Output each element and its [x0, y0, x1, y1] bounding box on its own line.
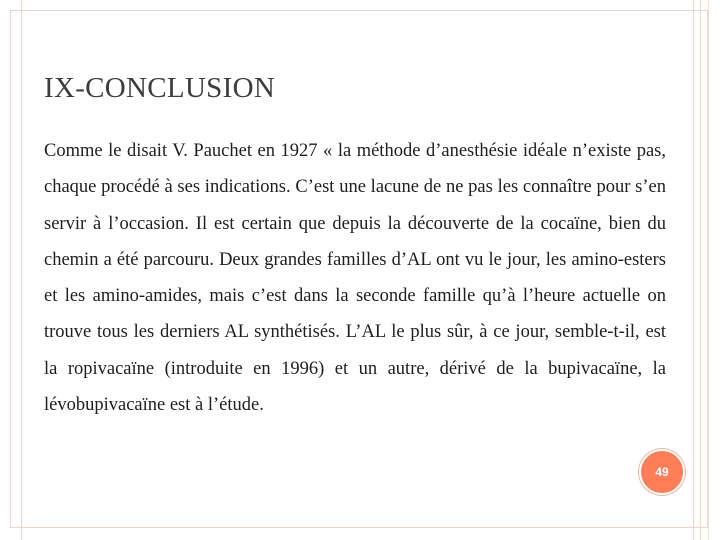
slide-frame-rule-outer [708, 0, 709, 540]
slide-frame-rule [700, 0, 701, 540]
slide-body-text: Comme le disait V. Pauchet en 1927 « la méthode d’anesthésie idéale n’existe pas, chaque procédé à ses indications. C’est une lacune de ne pas les connaître pour s’en servir à l’occasion. Il est certain que depuis la découverte de la cocaïne, bien du chemin a été parcouru. Deux grandes familles d’AL ont vu le jour, les amino-esters et les amino-amides, mais c’est dans la seconde famille qu’à l’heure actuelle on trouve tous les derniers AL synthétisés. L’AL le plus sûr, à ce jour, semble-t-il, est la ropivacaïne (introduite en 1996) et un autre, dérivé de la bupivacaïne, la lévobupivacaïne est à l’étude. [44, 141, 666, 416]
slide-title: IX-CONCLUSION [44, 72, 276, 104]
page-number-badge: 49 [639, 449, 685, 495]
